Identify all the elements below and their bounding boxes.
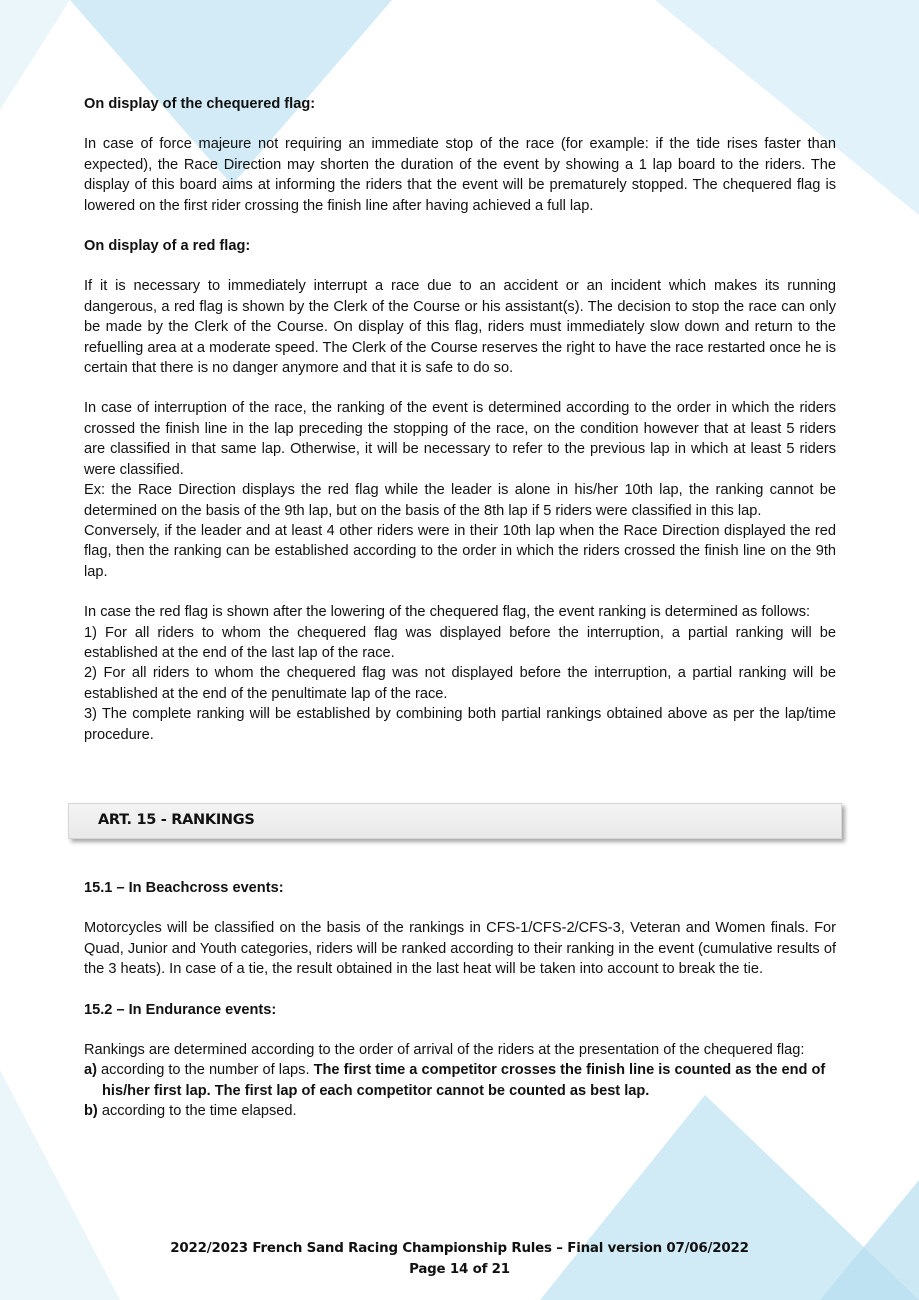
red-flag-rule-2: 2) For all riders to whom the chequered flag was not displayed before the interruption, a partial ranking will be established at the end of the penultimate lap of the race. (84, 665, 836, 702)
red-flag-example: Ex: the Race Direction displays the red flag while the leader is alone in his/her 10th lap, the ranking cannot be determined on the basis of the 9th lap, but on the basis of the 8th lap if 5 riders were classified in this lap. (84, 482, 836, 519)
red-flag-paragraph-2: In case of interruption of the race, the ranking of the event is determined according to the order in which the riders crossed the finish line in the lap preceding the stopping of the race, on the condition however that at least 5 riders are classified in that same lap. Otherwise, it will be necessary to refer to the previous lap in which at least 5 riders were classified. (84, 400, 836, 478)
beachcross-text: Motorcycles will be classified on the basis of the rankings in CFS-1/CFS-2/CFS-3, Veteran and Women finals. For Quad, Junior and Youth categories, riders will be ranked according to their ranking in the event (cumulative results of the 3 heats). In case of a tie, the result obtained in the last heat will be taken into account to break the tie. (84, 920, 836, 978)
item-a-text: according to the number of laps. (96, 1062, 314, 1079)
red-flag-after-chequered: In case the red flag is shown after the lowering of the chequered flag, the event ranking is determined as follows: (84, 604, 811, 621)
red-flag-conversely: Conversely, if the leader and at least 4 other riders were in their 10th lap when the Race Direction displayed the red flag, then the ranking can be established according to the order in which the riders crossed the finish line on the 9th lap. (84, 522, 836, 580)
beachcross-heading: 15.1 – In Beachcross events: (84, 880, 284, 896)
main-content (84, 94, 836, 745)
item-b-marker: b) (84, 1103, 98, 1120)
chequered-flag-heading: On display of the chequered flag: (84, 96, 316, 112)
left-edge-band (0, 0, 70, 110)
rankings-content (84, 878, 854, 1122)
red-flag-rule-3: 3) The complete ranking will be established by combining both partial rankings obtained above as per the lap/time procedure. (84, 706, 836, 743)
endurance-item-a (84, 1060, 854, 1101)
endurance-item-b (84, 1101, 854, 1121)
item-b-text: according to the time elapsed. (97, 1103, 297, 1120)
red-flag-heading: On display of a red flag: (84, 238, 251, 255)
item-a-marker: a) (84, 1062, 97, 1079)
endurance-intro: Rankings are determined according to the order of arrival of the riders at the presentation of the chequered flag: (84, 1042, 805, 1059)
article-title: ART. 15 - RANKINGS (98, 812, 255, 828)
article-banner (68, 803, 842, 839)
footer-title: 2022/2023 French Sand Racing Championship Rules – Final version 07/06/2022 (170, 1241, 749, 1256)
chequered-flag-text: In case of force majeure not requiring an immediate stop of the race (for example: if the tide rises faster than expected), the Race Direction may shorten the duration of the event by showing a 1 lap board to the riders. The display of this board aims at informing the riders that the event will be prematurely stopped. The chequered flag is lowered on the first rider crossing the finish line after having achieved a full lap. (84, 136, 836, 214)
endurance-heading: 15.2 – In Endurance events: (84, 1001, 277, 1018)
page-footer (0, 1238, 919, 1280)
item-a-bold-text: The first time a competitor crosses the finish line is counted as the end of his/her first lap. The first lap of each competitor cannot be counted as best lap. (102, 1062, 826, 1099)
red-flag-rule-1: 1) For all riders to whom the chequered flag was displayed before the interruption, a partial ranking will be established at the end of the last lap of the race. (84, 624, 836, 661)
red-flag-paragraph-1: If it is necessary to immediately interrupt a race due to an accident or an incident which makes its running dangerous, a red flag is shown by the Clerk of the Course or his assistant(s). The decision to stop the race can only be made by the Clerk of the Course. On display of this flag, riders must immediately slow down and return to the refuelling area at a moderate speed. The Clerk of the Course reserves the right to have the race restarted once he is certain that there is no danger anymore and that it is safe to do so. (84, 278, 836, 377)
page-number: Page 14 of 21 (409, 1262, 510, 1277)
